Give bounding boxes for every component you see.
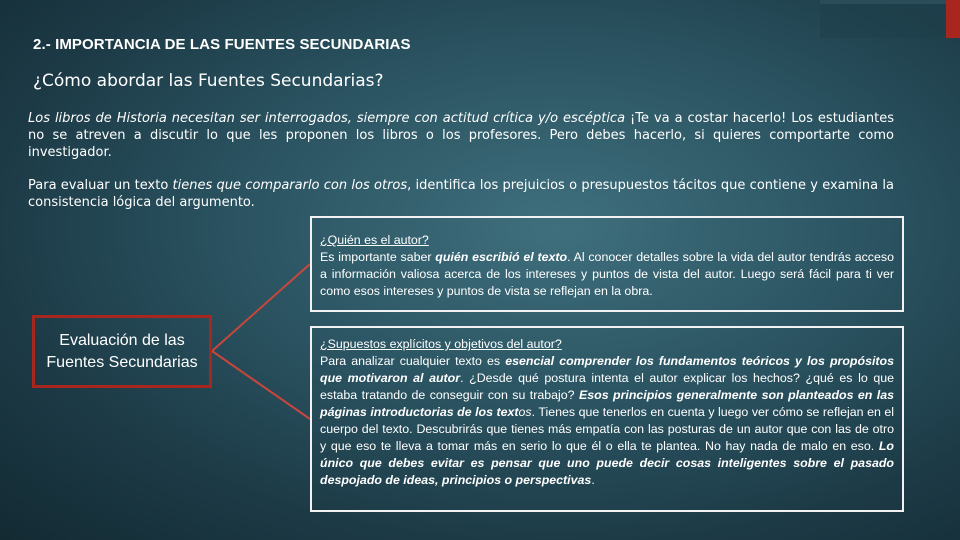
paragraph-italic: Los libros de Historia necesitan ser interrogados, siempre con actitud crítica y/o escéptica: [28, 111, 626, 126]
paragraph-italic: tienes que compararlo con los otros: [172, 178, 408, 193]
connector-lower: [212, 351, 310, 419]
paragraph-text: ¡Te va a costar hacerlo! Los estudiantes no se atreven a discutir lo que les proponen los libros o los profesores. Pero debes hacerlo, si quieres comportarte como investigador.: [28, 111, 894, 160]
author-box-text: . Al conocer detalles sobre la vida del autor tendrás acceso a información valiosa acerca de los intereses y puntos de vista del autor. Luego será fácil para ti ver como esos intereses y puntos de vista se reflejan en la obra.: [320, 250, 894, 298]
author-box: [310, 216, 904, 312]
slide-title: 2.- IMPORTANCIA DE LAS FUENTES SECUNDARIAS: [33, 36, 411, 53]
assumptions-box-text: Para analizar cualquier texto es: [320, 354, 506, 368]
evaluation-box: [32, 315, 212, 388]
author-box-emphasis: quién escribió el texto: [435, 250, 568, 264]
author-box-heading: ¿Quién es el autor?: [320, 233, 429, 247]
assumptions-box-text: . Tienes que tenerlos en cuenta y luego ver cómo se reflejan en el cuerpo del texto. Descubrirás que tienes más empatía con las posturas de un autor que con las de otro y que eso te lleva a tomar más en serio lo que él o ella te plantea. No hay nada de malo en eso.: [320, 405, 894, 453]
assumptions-box-emphasis: esencial comprender los fundamentos teóricos y los propósitos que motivaron al autor: [320, 354, 894, 385]
connector-upper: [212, 264, 310, 351]
assumptions-box-italic: os: [518, 405, 532, 419]
paragraph-text: , identifica los prejuicios o presupuestos tácitos que contiene y examina la consistencia lógica del argumento.: [28, 178, 894, 210]
evaluation-label: Evaluación de las Fuentes Secundarias: [46, 331, 198, 371]
author-box-text: Es importante saber: [320, 250, 436, 264]
assumptions-box-text: . ¿Desde qué postura intenta el autor explicar los hechos? ¿qué es lo que estaba tratando de conseguir con su trabajo?: [320, 371, 894, 402]
assumptions-box-heading: ¿Supuestos explícitos y objetivos del autor?: [320, 337, 562, 351]
assumptions-box-emphasis: Lo único que debes evitar es pensar que uno puede decir cosas inteligentes sobre el pasado despojado de ideas, principios o perspectivas: [320, 439, 894, 487]
assumptions-box: [310, 326, 904, 512]
paragraph-text: Para evaluar un texto: [28, 178, 173, 193]
assumptions-box-text: .: [591, 473, 595, 487]
assumptions-box-emphasis: Esos principios generalmente son planteados en las páginas introductorias de los text: [320, 388, 894, 419]
slide-subtitle: ¿Cómo abordar las Fuentes Secundarias?: [33, 71, 384, 91]
